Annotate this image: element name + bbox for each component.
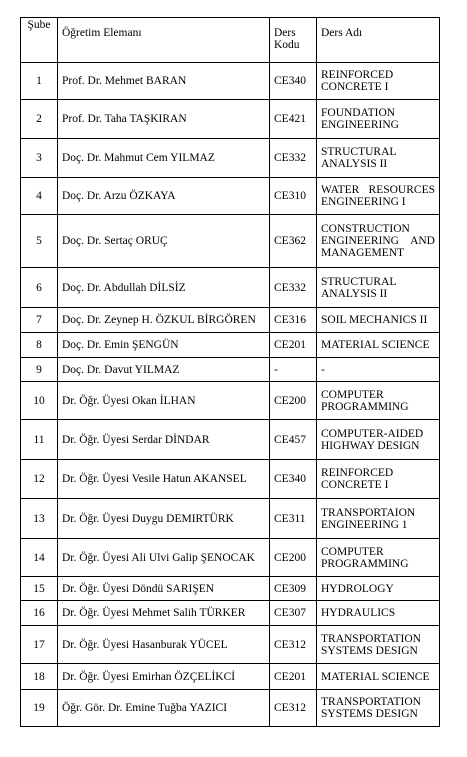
cell-instructor: Dr. Öğr. Üyesi Mehmet Salih TÜRKER [58,601,270,626]
cell-course-name: TRANSPORTATION SYSTEMS DESIGN [317,626,440,664]
cell-instructor: Dr. Öğr. Üyesi Okan İLHAN [58,382,270,420]
cell-course-name: REINFORCED CONCRETE I [317,63,440,100]
cell-sube: 10 [21,382,58,420]
cell-course-name: COMPUTER-AIDED HIGHWAY DESIGN [317,420,440,460]
cell-instructor: Doç. Dr. Mahmut Cem YILMAZ [58,139,270,178]
table-row [21,460,440,499]
table-row [21,690,440,727]
table-row [21,626,440,664]
table-row [21,499,440,539]
cell-course-name: - [317,358,440,382]
cell-course-name: MATERIAL SCIENCE [317,333,440,358]
cell-course-code: CE332 [270,139,317,178]
cell-sube: 16 [21,601,58,626]
cell-sube: 3 [21,139,58,178]
header-course-code-line2: Kodu [274,39,300,51]
table-row [21,100,440,139]
cell-sube: 13 [21,499,58,539]
table-row [21,539,440,577]
cell-course-name: HYDROLOGY [317,577,440,601]
cell-course-code: CE200 [270,539,317,577]
cell-course-code: CE307 [270,601,317,626]
cell-sube: 8 [21,333,58,358]
table-row [21,577,440,601]
table-body [21,63,440,727]
cell-course-name: FOUNDATION ENGINEERING [317,100,440,139]
table-row [21,215,440,268]
table-row [21,420,440,460]
header-row [21,18,440,63]
cell-course-name: REINFORCED CONCRETE I [317,460,440,499]
cell-sube: 15 [21,577,58,601]
table-row [21,601,440,626]
header-course-code [270,18,317,63]
cell-course-name: CONSTRUCTION ENGINEERING AND MANAGEMENT [317,215,440,268]
cell-instructor: Doç. Dr. Zeynep H. ÖZKUL BİRGÖREN [58,308,270,333]
header-course-code-line1: Ders [274,27,296,39]
table-row [21,333,440,358]
table-row [21,63,440,100]
cell-instructor: Doç. Dr. Davut YILMAZ [58,358,270,382]
cell-instructor: Doç. Dr. Emin ŞENGÜN [58,333,270,358]
cell-course-name: SOIL MECHANICS II [317,308,440,333]
cell-sube: 11 [21,420,58,460]
cell-course-code: CE201 [270,333,317,358]
cell-instructor: Dr. Öğr. Üyesi Ali Ulvi Galip ŞENOCAK [58,539,270,577]
cell-course-name: TRANSPORTAION ENGINEERING 1 [317,499,440,539]
cell-course-name: COMPUTER PROGRAMMING [317,382,440,420]
cell-course-name: TRANSPORTATION SYSTEMS DESIGN [317,690,440,727]
cell-instructor: Dr. Öğr. Üyesi Hasanburak YÜCEL [58,626,270,664]
cell-sube: 5 [21,215,58,268]
cell-course-code: CE316 [270,308,317,333]
cell-instructor: Doç. Dr. Sertaç ORUÇ [58,215,270,268]
cell-instructor: Dr. Öğr. Üyesi Döndü SARIŞEN [58,577,270,601]
cell-sube: 7 [21,308,58,333]
cell-course-code: CE340 [270,460,317,499]
table-header [21,18,440,63]
cell-course-name: HYDRAULICS [317,601,440,626]
cell-course-name: COMPUTER PROGRAMMING [317,539,440,577]
cell-instructor: Prof. Dr. Taha TAŞKIRAN [58,100,270,139]
cell-sube: 18 [21,664,58,690]
cell-course-code: CE340 [270,63,317,100]
table-row [21,178,440,215]
cell-sube: 17 [21,626,58,664]
cell-instructor: Dr. Öğr. Üyesi Vesile Hatun AKANSEL [58,460,270,499]
header-sube: Şube [21,18,58,63]
cell-sube: 4 [21,178,58,215]
header-course-name: Ders Adı [317,18,440,63]
cell-course-code: CE312 [270,690,317,727]
cell-sube: 19 [21,690,58,727]
cell-sube: 1 [21,63,58,100]
cell-course-code: CE201 [270,664,317,690]
cell-course-code: CE311 [270,499,317,539]
cell-course-name: STRUCTURAL ANALYSIS II [317,139,440,178]
cell-course-code: CE457 [270,420,317,460]
cell-instructor: Dr. Öğr. Üyesi Emirhan ÖZÇELİKCİ [58,664,270,690]
cell-sube: 9 [21,358,58,382]
table-row [21,382,440,420]
cell-sube: 6 [21,268,58,308]
cell-course-name: WATER RESOURCES ENGINEERING I [317,178,440,215]
table-row [21,139,440,178]
cell-instructor: Prof. Dr. Mehmet BARAN [58,63,270,100]
cell-course-code: CE362 [270,215,317,268]
cell-course-name: STRUCTURAL ANALYSIS II [317,268,440,308]
cell-course-code: CE332 [270,268,317,308]
cell-sube: 12 [21,460,58,499]
cell-instructor: Doç. Dr. Arzu ÖZKAYA [58,178,270,215]
cell-course-code: CE310 [270,178,317,215]
cell-instructor: Öğr. Gör. Dr. Emine Tuğba YAZICI [58,690,270,727]
header-instructor: Öğretim Elemanı [58,18,270,63]
table-row [21,664,440,690]
cell-course-code: CE200 [270,382,317,420]
cell-course-name: MATERIAL SCIENCE [317,664,440,690]
cell-course-code: CE309 [270,577,317,601]
cell-course-code: CE421 [270,100,317,139]
table-row [21,308,440,333]
cell-course-code: - [270,358,317,382]
table-row [21,268,440,308]
cell-sube: 2 [21,100,58,139]
table-row [21,358,440,382]
course-assignment-table [20,17,440,727]
cell-course-code: CE312 [270,626,317,664]
cell-instructor: Dr. Öğr. Üyesi Duygu DEMIRTÜRK [58,499,270,539]
cell-instructor: Doç. Dr. Abdullah DİLSİZ [58,268,270,308]
cell-instructor: Dr. Öğr. Üyesi Serdar DİNDAR [58,420,270,460]
cell-sube: 14 [21,539,58,577]
